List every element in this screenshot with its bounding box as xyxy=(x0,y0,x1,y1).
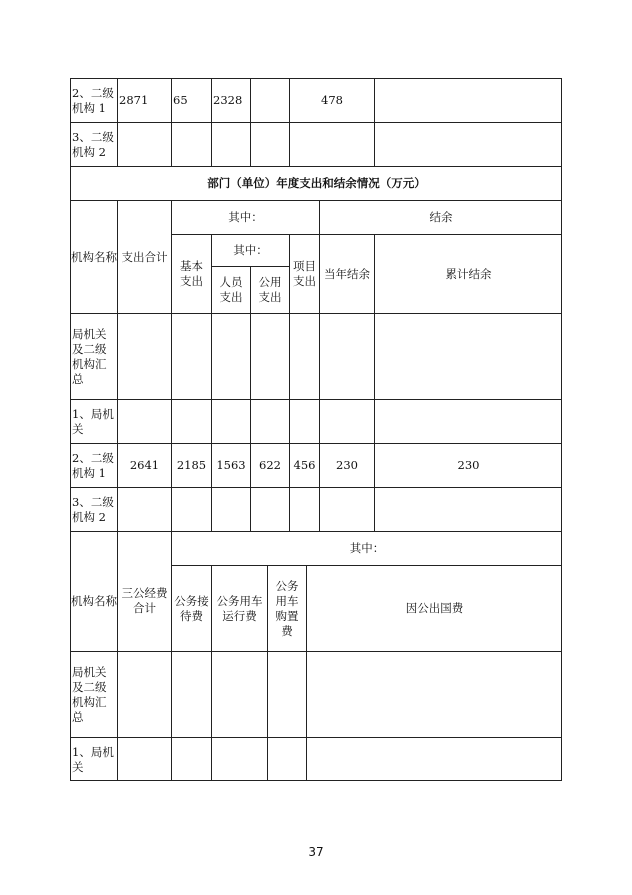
cell-public xyxy=(250,487,289,531)
cell-empty xyxy=(117,651,171,737)
header-abroad: 因公出国费 xyxy=(306,565,562,651)
cell-basic: 2185 xyxy=(171,443,211,487)
row-label: 3、二级机构 2 xyxy=(70,487,117,531)
cell-cum-balance xyxy=(374,487,562,531)
cell-project xyxy=(289,399,319,443)
cell-value: 478 xyxy=(289,78,374,122)
cell-basic xyxy=(171,487,211,531)
cell-public xyxy=(250,399,289,443)
cell-total xyxy=(117,399,171,443)
header-org-name: 机构名称 xyxy=(70,200,117,313)
header-org-name-3: 机构名称 xyxy=(70,531,117,670)
row-label: 局机关及二级机构汇总 xyxy=(70,651,117,737)
header-project-expenditure: 项目支出 xyxy=(289,234,319,313)
cell-year-balance xyxy=(319,487,374,531)
cell-total: 2641 xyxy=(117,443,171,487)
cell-empty xyxy=(171,651,211,737)
cell-value: 2871 xyxy=(117,78,171,122)
cell-personnel xyxy=(211,313,250,399)
cell-value: 2328 xyxy=(211,78,250,122)
cell-personnel: 1563 xyxy=(211,443,250,487)
cell-empty xyxy=(289,122,374,166)
cell-year-balance xyxy=(319,399,374,443)
cell-empty xyxy=(211,737,267,781)
cell-empty xyxy=(211,122,250,166)
cell-personnel xyxy=(211,487,250,531)
header-three-public-total: 三公经费合计 xyxy=(117,531,171,670)
row-label: 2、二级机构 1 xyxy=(70,443,117,487)
row-label: 1、局机关 xyxy=(70,399,117,443)
cell-cum-balance xyxy=(374,399,562,443)
table-bottom-border xyxy=(70,780,562,781)
header-year-balance: 当年结余 xyxy=(319,234,374,313)
cell-empty xyxy=(250,122,289,166)
cell-project xyxy=(289,313,319,399)
cell-empty xyxy=(171,737,211,781)
cell-empty xyxy=(117,122,171,166)
page-number: 37 xyxy=(308,845,324,859)
cell-value xyxy=(250,78,289,122)
row-label-l3-top: 3、二级机构 2 xyxy=(70,122,117,166)
cell-empty xyxy=(267,651,306,737)
header-personnel: 人员支出 xyxy=(211,266,250,313)
cell-basic xyxy=(171,399,211,443)
header-basic-expenditure: 基本支出 xyxy=(171,234,211,313)
section-title: 部门（单位）年度支出和结余情况（万元） xyxy=(70,166,562,200)
header-among: 其中： xyxy=(171,200,319,234)
cell-total xyxy=(117,487,171,531)
cell-empty xyxy=(171,122,211,166)
cell-empty xyxy=(374,122,562,166)
header-total-expenditure: 支出合计 xyxy=(117,200,171,313)
cell-year-balance: 230 xyxy=(319,443,374,487)
header-vehicle-run: 公务用车运行费 xyxy=(211,565,267,651)
row-label: 1、局机关 xyxy=(70,737,117,781)
row-label: 局机关及二级机构汇总 xyxy=(70,313,117,399)
cell-empty xyxy=(374,78,562,122)
header-reception: 公务接待费 xyxy=(171,565,211,651)
header-among-3: 其中： xyxy=(171,531,562,565)
cell-public xyxy=(250,313,289,399)
cell-empty xyxy=(267,737,306,781)
header-cumulative-balance: 累计结余 xyxy=(374,234,562,313)
cell-project xyxy=(289,487,319,531)
cell-empty xyxy=(117,737,171,781)
table-right-border xyxy=(561,78,562,781)
cell-personnel xyxy=(211,399,250,443)
cell-project: 456 xyxy=(289,443,319,487)
cell-total xyxy=(117,313,171,399)
cell-basic xyxy=(171,313,211,399)
row-label-l2-top: 2、二级机构 1 xyxy=(70,78,117,122)
cell-value: 65 xyxy=(171,78,211,122)
header-public: 公用支出 xyxy=(250,266,289,313)
cell-empty xyxy=(306,737,562,781)
cell-cum-balance xyxy=(374,313,562,399)
cell-public: 622 xyxy=(250,443,289,487)
cell-empty xyxy=(211,651,267,737)
cell-year-balance xyxy=(319,313,374,399)
cell-cum-balance: 230 xyxy=(374,443,562,487)
header-vehicle-buy: 公务用车购置费 xyxy=(267,565,306,651)
header-balance: 结余 xyxy=(319,200,562,234)
header-among-basic: 其中： xyxy=(211,234,289,266)
cell-empty xyxy=(306,651,562,737)
